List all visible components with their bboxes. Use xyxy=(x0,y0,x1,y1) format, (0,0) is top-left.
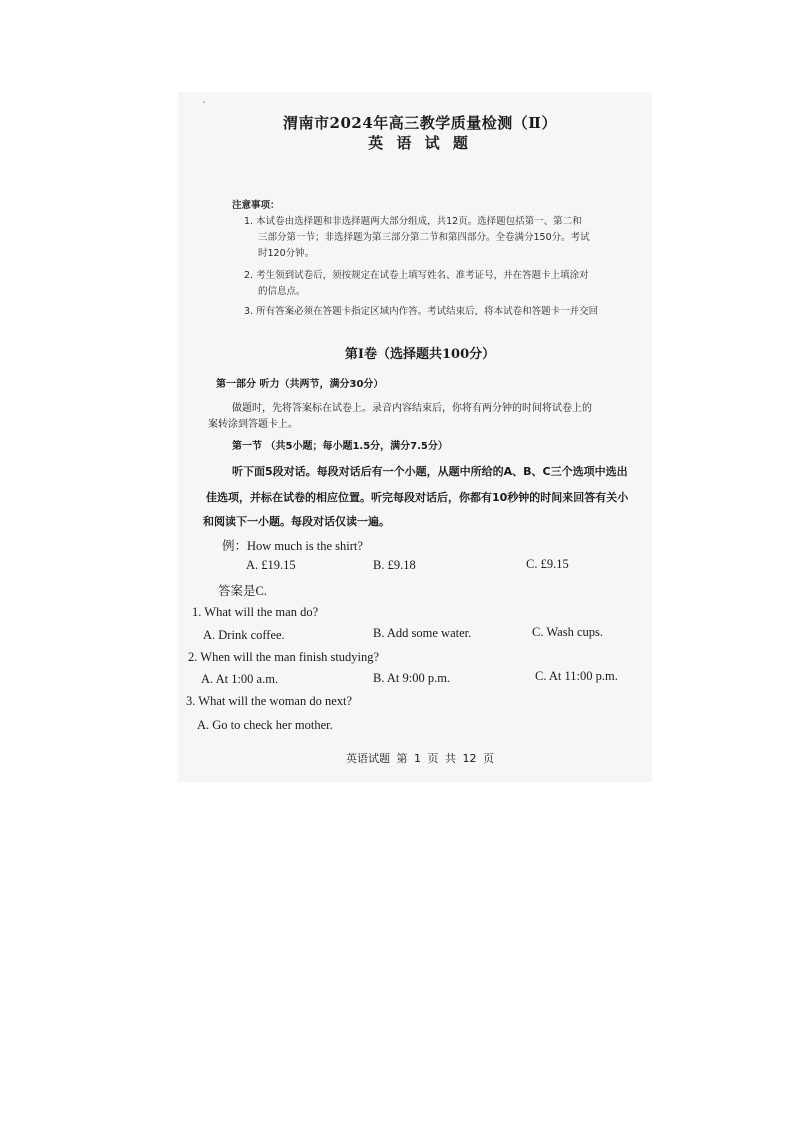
directions-line: 佳选项，并标在试卷的相应位置。听完每段对话后，你都有10秒钟的时间来回答有关小 xyxy=(206,491,629,504)
option-c: C. At 11:00 p.m. xyxy=(535,669,618,683)
instruction-line: 做题时，先将答案标在试卷上。录音内容结束后，你将有两分钟的时间将试卷上的 xyxy=(232,403,592,414)
note-line: 2. 考生领到试卷后，须按规定在试卷上填写姓名、准考证号，并在答题卡上填涂对 xyxy=(244,270,589,281)
notes-heading: 注意事项： xyxy=(232,200,280,211)
question-stem: 3. What will the woman do next? xyxy=(186,694,353,708)
option-a: A. Drink coffee. xyxy=(203,628,285,642)
question-stem: 2. When will the man finish studying? xyxy=(188,650,380,664)
notes-box xyxy=(214,190,650,322)
note-line: 三部分第一节；非选择题为第三部分第二节和第四部分。全卷满分150分。考试 xyxy=(258,232,590,243)
option-a: A. £19.15 xyxy=(246,558,296,572)
part1-heading: 第一部分 听力（共两节，满分30分） xyxy=(216,379,384,390)
option-a: A. Go to check her mother. xyxy=(197,718,333,732)
option-a: A. At 1:00 a.m. xyxy=(201,672,279,686)
section1-heading: 第一节 （共5小题；每小题1.5分，满分7.5分） xyxy=(232,441,448,452)
option-b: B. Add some water. xyxy=(373,626,472,640)
example-question: 例：How much is the shirt? xyxy=(222,539,363,553)
note-line: 的信息点。 xyxy=(258,286,306,297)
instruction-line: 案转涂到答题卡上。 xyxy=(208,419,298,430)
note-line: 3. 所有答案必须在答题卡指定区域内作答。考试结束后，将本试卷和答题卡一并交回 xyxy=(244,306,599,317)
corner-mark: ' xyxy=(203,100,206,109)
directions-line: 和阅读下一小题。每段对话仅读一遍。 xyxy=(203,515,390,528)
page-footer: 英语试题 第 1 页 共 12 页 xyxy=(346,752,494,765)
option-c: C. Wash cups. xyxy=(532,625,603,639)
exam-title: 渭南市2024年高三教学质量检测（Ⅱ） xyxy=(283,114,557,132)
option-c: C. £9.15 xyxy=(526,557,569,571)
option-b: B. At 9:00 p.m. xyxy=(373,671,451,685)
exam-subtitle: 英 语 试 题 xyxy=(368,134,472,152)
volume-title: 第Ⅰ卷（选择题共100分） xyxy=(344,347,496,362)
example-answer: 答案是C. xyxy=(218,584,267,598)
note-line: 1. 本试卷由选择题和非选择题两大部分组成，共12页。选择题包括第一、第二和 xyxy=(244,216,582,227)
directions-line: 听下面5段对话。每段对话后有一个小题，从题中所给的A、B、C三个选项中选出 xyxy=(232,465,628,478)
note-line: 时120分钟。 xyxy=(258,248,315,259)
option-b: B. £9.18 xyxy=(373,558,416,572)
question-stem: 1. What will the man do? xyxy=(192,605,319,619)
